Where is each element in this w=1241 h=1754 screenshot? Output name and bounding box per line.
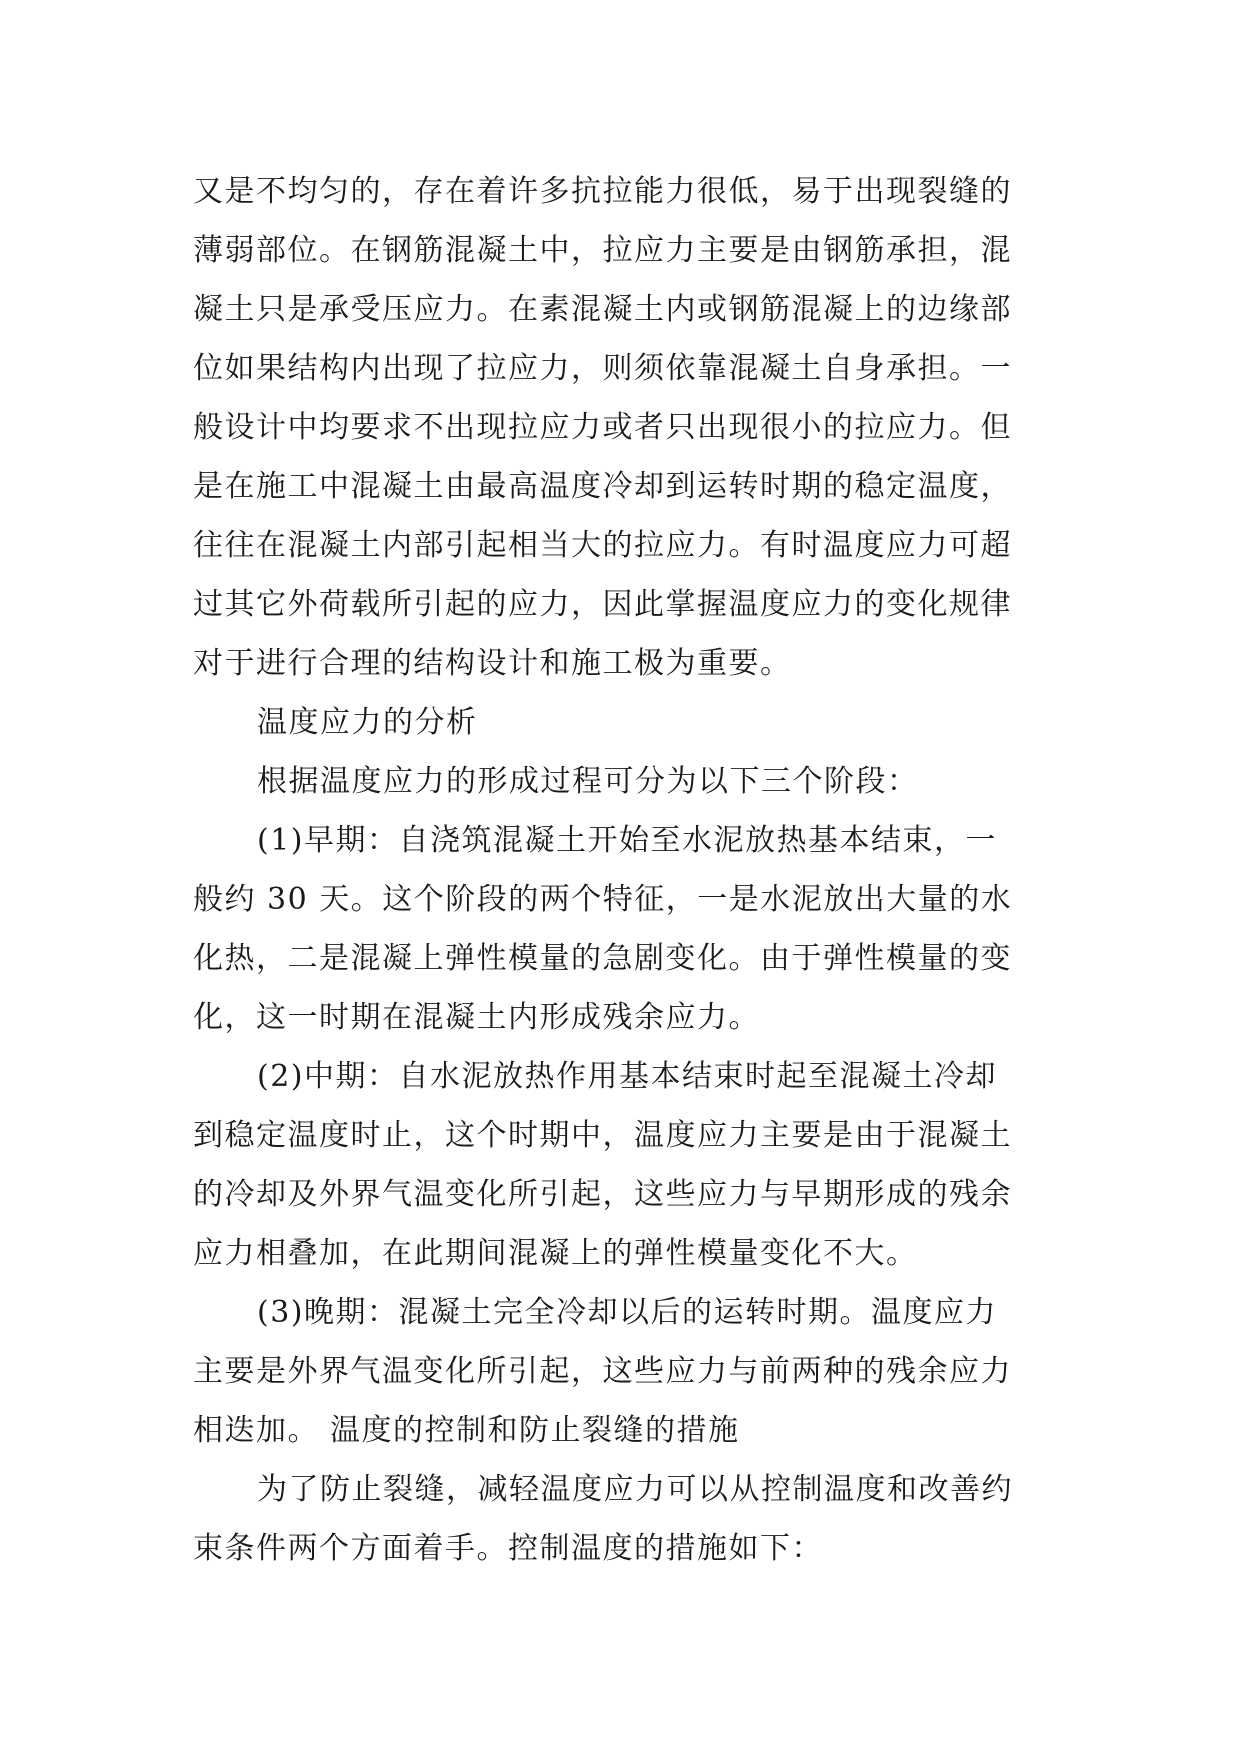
text-line-23: 为了防止裂缝，减轻温度应力可以从控制温度和改善约 xyxy=(257,1472,1013,1507)
text-line-15: 化，这一时期在混凝土内形成残余应力。 xyxy=(193,1000,760,1035)
text-line-13: 般约 30 天。这个阶段的两个特征，一是水泥放出大量的水 xyxy=(193,882,1013,917)
text-line-1: 又是不均匀的，存在着许多抗拉能力很低，易于出现裂缝的 xyxy=(193,174,1012,209)
text-line-21: 主要是外界气温变化所引起，这些应力与前两种的残余应力 xyxy=(193,1354,1012,1389)
text-line-24: 束条件两个方面着手。控制温度的措施如下： xyxy=(193,1531,823,1566)
text-line-6: 是在施工中混凝土由最高温度冷却到运转时期的稳定温度， xyxy=(193,469,1012,504)
text-line-7: 往往在混凝土内部引起相当大的拉应力。有时温度应力可超 xyxy=(193,528,1012,563)
text-line-11: 根据温度应力的形成过程可分为以下三个阶段： xyxy=(257,764,919,799)
text-line-3: 凝土只是承受压应力。在素混凝土内或钢筋混凝上的边缘部 xyxy=(193,292,1012,327)
section-heading: 温度应力的分析 xyxy=(257,705,478,740)
text-line-9: 对于进行合理的结构设计和施工极为重要。 xyxy=(193,646,792,681)
stage-2-line: (2)中期：自水泥放热作用基本结束时起至混凝土冷却 xyxy=(257,1059,997,1094)
text-line-4: 位如果结构内出现了拉应力，则须依靠混凝土自身承担。一 xyxy=(193,351,1012,386)
text-line-17: 到稳定温度时止，这个时期中，温度应力主要是由于混凝土 xyxy=(193,1118,1012,1153)
text-line-14: 化热，二是混凝上弹性模量的急剧变化。由于弹性模量的变 xyxy=(193,941,1012,976)
document-body xyxy=(193,162,1063,1578)
text-line-2: 薄弱部位。在钢筋混凝土中，拉应力主要是由钢筋承担，混 xyxy=(193,233,1012,268)
text-line-8: 过其它外荷载所引起的应力，因此掌握温度应力的变化规律 xyxy=(193,587,1012,622)
stage-1-line: (1)早期：自浇筑混凝土开始至水泥放热基本结束，一 xyxy=(257,823,997,858)
stage-3-line: (3)晚期：混凝土完全冷却以后的运转时期。温度应力 xyxy=(257,1295,997,1330)
text-line-18: 的冷却及外界气温变化所引起，这些应力与早期形成的残余 xyxy=(193,1177,1012,1212)
text-line-22: 相迭加。 温度的控制和防止裂缝的措施 xyxy=(193,1413,740,1448)
text-line-5: 般设计中均要求不出现拉应力或者只出现很小的拉应力。但 xyxy=(193,410,1012,445)
text-line-19: 应力相叠加，在此期间混凝上的弹性模量变化不大。 xyxy=(193,1236,918,1271)
